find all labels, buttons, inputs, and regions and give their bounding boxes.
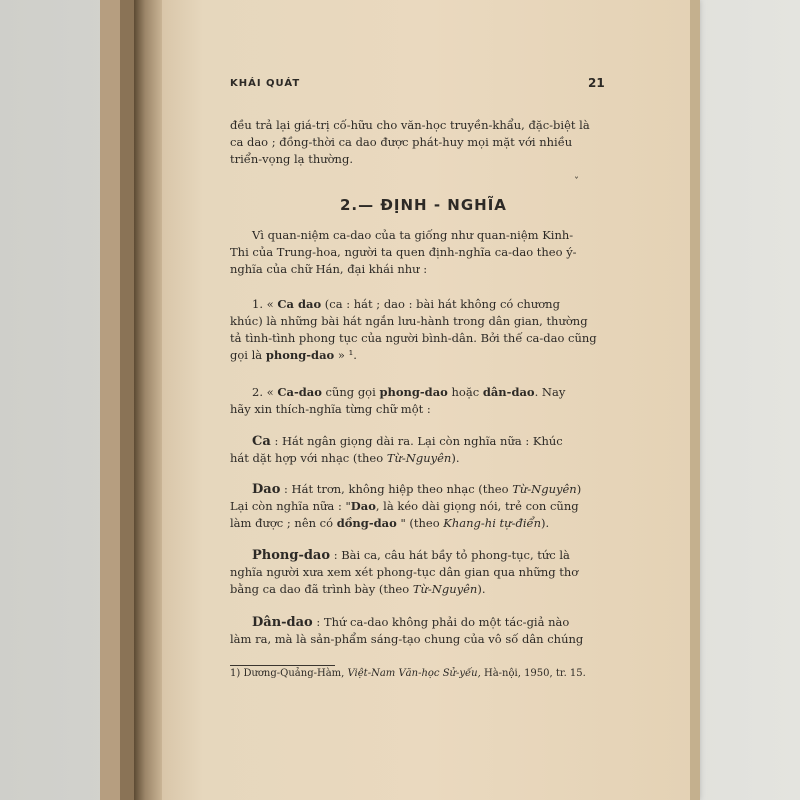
text-line (230, 499, 610, 516)
text-line: nghĩa người xưa xem xét phong-tục dân gian qua những thơ (230, 565, 579, 579)
text-line (230, 297, 610, 314)
term-phong-dao: phong-dao (265, 348, 335, 362)
text-fragment: ). (477, 582, 486, 596)
intro-paragraph (230, 118, 610, 169)
footnote-rule (230, 665, 335, 666)
term-dao: Dao (350, 499, 376, 513)
footnote-ref: » ¹. (337, 348, 357, 362)
text-fragment: ) (576, 482, 582, 496)
text-line (230, 482, 610, 499)
book-cover-shadow (120, 0, 134, 800)
footnote-number: 1) (230, 668, 241, 679)
source-title: Từ-Nguyên (412, 582, 478, 596)
term-dan-dao: dân-dao (482, 385, 535, 399)
item-number: 2. (252, 385, 263, 399)
text-fragment: gọi là (230, 348, 263, 362)
text-line (230, 548, 610, 565)
quote-mark: « (266, 297, 274, 311)
text-line: hãy xin thích-nghĩa từng chữ một : (230, 402, 431, 416)
page-number: 21 (588, 76, 605, 90)
text-line: triển-vọng lạ thường. (230, 152, 353, 166)
footnote-title: Việt-Nam Văn-học Sử-yếu, (347, 668, 481, 679)
definition-phong-dao (230, 548, 610, 599)
section-heading: 2.— ĐỊNH - NGHĨA (340, 196, 507, 214)
source-title: Từ-Nguyên (386, 451, 452, 465)
text-line: khúc) là những bài hát ngắn lưu-hành trong dân gian, thường (230, 314, 588, 328)
text-fragment: ). (451, 451, 460, 465)
definition-item-1 (230, 297, 610, 365)
text-line: tả tình-tình phong tục của người bình-dân. Bởi thế ca-dao cũng (230, 331, 597, 345)
footnote-author: Dương-Quảng-Hàm, (243, 668, 345, 679)
text-fragment: bằng ca dao đã trình bày (theo (230, 582, 410, 596)
text-line: làm ra, mà là sản-phẩm sáng-tạo chung của vô số dân chúng (230, 632, 584, 646)
definition-dao (230, 482, 610, 533)
text-fragment: làm được ; nên có (230, 516, 334, 530)
text-line: nghĩa của chữ Hán, đại khái như : (230, 262, 428, 276)
text-fragment: (ca : hát ; dao : bài hát không có chương (324, 297, 560, 311)
text-fragment: hát dặt hợp với nhạc (theo (230, 451, 384, 465)
ink-mark: ˇ (574, 177, 579, 188)
footnote (230, 668, 586, 679)
source-title: Khang-hi tự-điển (443, 516, 541, 530)
term-ca-dao: Ca-dao (277, 385, 322, 399)
text-line: Vì quan-niệm ca-dao của ta giống như quan-niệm Kinh- (252, 228, 574, 242)
text-line: ca dao ; đồng-thời ca dao được phát-huy mọi mặt với nhiều (230, 135, 573, 149)
text-line (230, 385, 610, 402)
text-fragment: : Bài ca, câu hát bầy tỏ phong-tục, tức là (333, 548, 570, 562)
definition-item-2 (230, 385, 610, 419)
source-title: Từ-Nguyên (512, 482, 577, 496)
text-line (230, 434, 610, 451)
term-phong-dao: phong-dao (379, 385, 448, 399)
text-fragment: ). (540, 516, 550, 530)
footnote-publication: Hà-nội, 1950, tr. 15. (483, 668, 586, 679)
text-fragment: : Hát trơn, không hiệp theo nhạc (theo (284, 482, 509, 496)
text-fragment: Lại còn nghĩa nữa : " (230, 499, 351, 513)
text-fragment: . Nay (534, 385, 566, 399)
text-line (230, 451, 610, 468)
text-line: Thi của Trung-hoa, người ta quen định-nghĩa ca-dao theo ý- (230, 245, 577, 259)
text-fragment: cũng gọi (325, 385, 376, 399)
term-dan-dao: Dân-dao (252, 615, 313, 630)
text-fragment: : Thứ ca-dao không phải do một tác-giả nào (316, 615, 570, 629)
text-line (230, 615, 610, 632)
text-line: đều trả lại giá-trị cố-hữu cho văn-học truyền-khẩu, đặc-biệt là (230, 118, 590, 132)
quote-mark: « (266, 385, 274, 399)
definition-dan-dao (230, 615, 610, 649)
term-dao: Dao (252, 482, 281, 497)
text-fragment: : Hát ngân giọng dài ra. Lại còn nghĩa nữa : Khúc (274, 434, 563, 448)
text-fragment: hoặc (451, 385, 480, 399)
definition-intro-paragraph (230, 228, 610, 279)
text-fragment: " (theo (400, 516, 440, 530)
page-edge (690, 0, 700, 800)
text-fragment: , là kéo dài giọng nói, trẻ con cũng (375, 499, 579, 513)
text-line (230, 582, 610, 599)
text-line (230, 516, 610, 533)
running-head: KHÁI QUÁT (230, 78, 301, 89)
term-ca-dao: Ca dao (277, 297, 322, 311)
text-line (230, 348, 610, 365)
term-dong-dao: dồng-dao (336, 516, 397, 530)
book-spine-shadow (134, 0, 162, 800)
term-phong-dao: Phong-dao (252, 548, 331, 563)
item-number: 1. (252, 297, 263, 311)
term-ca: Ca (252, 434, 271, 449)
definition-ca (230, 434, 610, 468)
